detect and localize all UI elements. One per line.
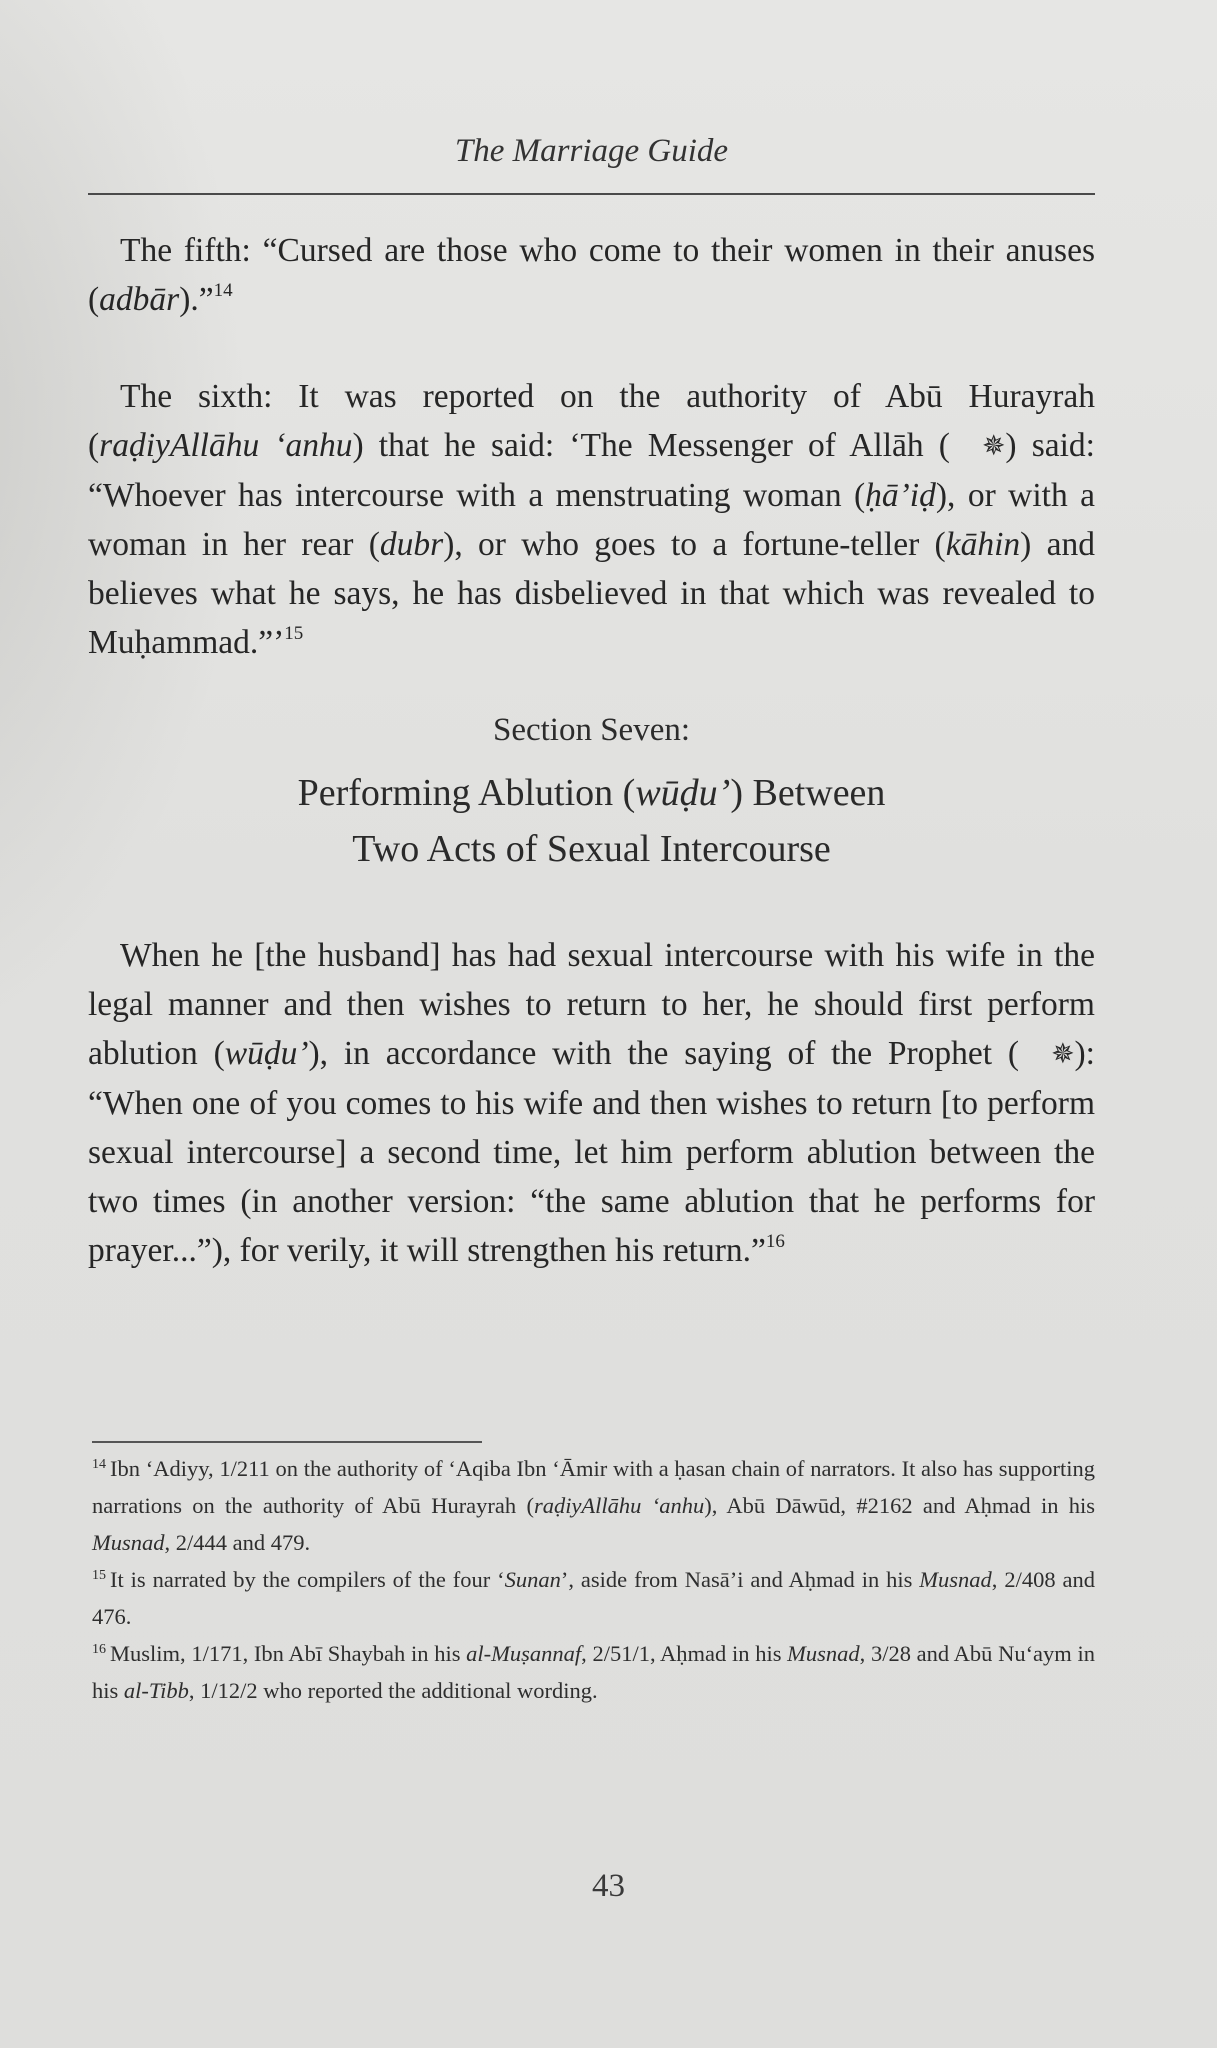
section-label: Section Seven: [492, 712, 691, 748]
paragraph-text: The fifth: “Cursed are those who come to their women in their anuses ( [88, 232, 1095, 318]
footnote-text: , 2/51/1, Aḥmad in his [581, 1641, 788, 1666]
footnote-text: , 2/408 and 476. [92, 1567, 1095, 1629]
footnote-text: It is narrated by the compilers of the four ‘ [110, 1567, 505, 1592]
paragraph-text: ) that he said: ‘The Messenger of Allāh ( [352, 427, 950, 464]
paragraph-text: The sixth: It was reported on the authority of Abū Hurayrah ( [88, 378, 1095, 464]
footnote-14 [92, 1450, 1095, 1561]
footnote-rule [92, 1441, 482, 1443]
paragraph-fifth [88, 226, 1095, 324]
transliteration: wūḍu’ [635, 772, 731, 814]
footnote-ref-15[interactable]: 15 [284, 623, 304, 644]
paragraph-text: ): “When one of you comes to his wife and then wishes to return [to perform sexual intercourse] a second time, let him perform ablution between the two times (in another version: “the same ablution that he performs for prayer...”), for verily, it will strengthen his return.” [88, 1035, 1095, 1269]
section-title-text: Performing Ablution ( [297, 772, 636, 814]
footnote-15 [92, 1561, 1095, 1635]
footnote-text: , 3/28 and Abū Nu‘aym in his [92, 1641, 1095, 1703]
transliteration: adbār [99, 281, 180, 318]
transliteration: raḍiyAllāhu ‘anhu [533, 1493, 705, 1518]
footnote-number: 16 [92, 1642, 106, 1657]
book-title: Musnad [919, 1567, 992, 1592]
footnote-text: , 2/444 and 479. [164, 1530, 311, 1555]
footnote-text: Muslim, 1/171, Ibn Abī Shaybah in his [110, 1641, 467, 1666]
paragraph-text: ), in accordance with the saying of the Prophet ( [308, 1035, 1020, 1072]
footnote-text: Ibn ‘Adiyy, 1/211 on the authority of ‘Aqiba Ibn ‘Āmir with a ḥasan chain of narrators. It also has supporting narrations on the authority of Abū Hurayrah ( [92, 1456, 1095, 1518]
book-title: Musnad [787, 1641, 860, 1666]
book-title: Musnad [92, 1530, 165, 1555]
footnote-ref-16[interactable]: 16 [765, 1231, 785, 1252]
footnote-number: 15 [92, 1568, 106, 1583]
paragraph-text: ), or who goes to a fortune-teller ( [443, 526, 946, 563]
footnote-ref-14[interactable]: 14 [213, 280, 233, 301]
running-head-title: The Marriage Guide [454, 133, 729, 169]
paragraph-text: When he [the husband] has had sexual intercourse with his wife in the legal manner and then wishes to return to her, he should first perform ablution ( [88, 937, 1095, 1072]
paragraph-text: ), or with a woman in her rear ( [88, 477, 1095, 563]
transliteration: ḥā’iḍ [865, 477, 936, 514]
book-title: al-Tibb [123, 1678, 189, 1703]
footnote-text: , 1/12/2 who reported the additional wording. [188, 1678, 598, 1703]
paragraph-sixth [88, 372, 1095, 667]
transliteration: wūḍu’ [224, 1035, 309, 1072]
footnote-text: ), Abū Dāwūd, #2162 and Aḥmad in his [704, 1493, 1095, 1518]
salawat-honorific-icon: ✵ [981, 431, 1006, 462]
footnote-16 [92, 1635, 1095, 1709]
paragraph-ablution [88, 931, 1095, 1275]
book-title: Sunan [504, 1567, 561, 1592]
footnotes [92, 1450, 1095, 1709]
salawat-honorific-icon: ✵ [1051, 1039, 1075, 1070]
transliteration: dubr [379, 526, 444, 563]
paragraph-text: ) said: “Whoever has intercourse with a menstruating woman ( [88, 427, 1095, 514]
section-title-line-2: Two Acts of Sexual Intercourse [352, 828, 831, 870]
transliteration: raḍiyAllāhu ‘anhu [99, 427, 353, 464]
paragraph-text: ).” [179, 281, 214, 318]
footnote-text: ’, aside from Nasā’i and Aḥmad in his [560, 1567, 920, 1592]
transliteration: kāhin [945, 526, 1021, 563]
section-title-line-1 [88, 765, 1095, 821]
paragraph-text: ) and believes what he says, he has disbelieved in that which was revealed to Muḥammad.”’ [88, 526, 1095, 661]
page-number: 43 [592, 1868, 625, 1904]
footnote-number: 14 [92, 1457, 106, 1472]
section-title-text: ) Between [730, 772, 886, 814]
header-rule [88, 193, 1095, 195]
book-title: al-Muṣannaf [466, 1641, 582, 1666]
section-title [88, 765, 1095, 877]
